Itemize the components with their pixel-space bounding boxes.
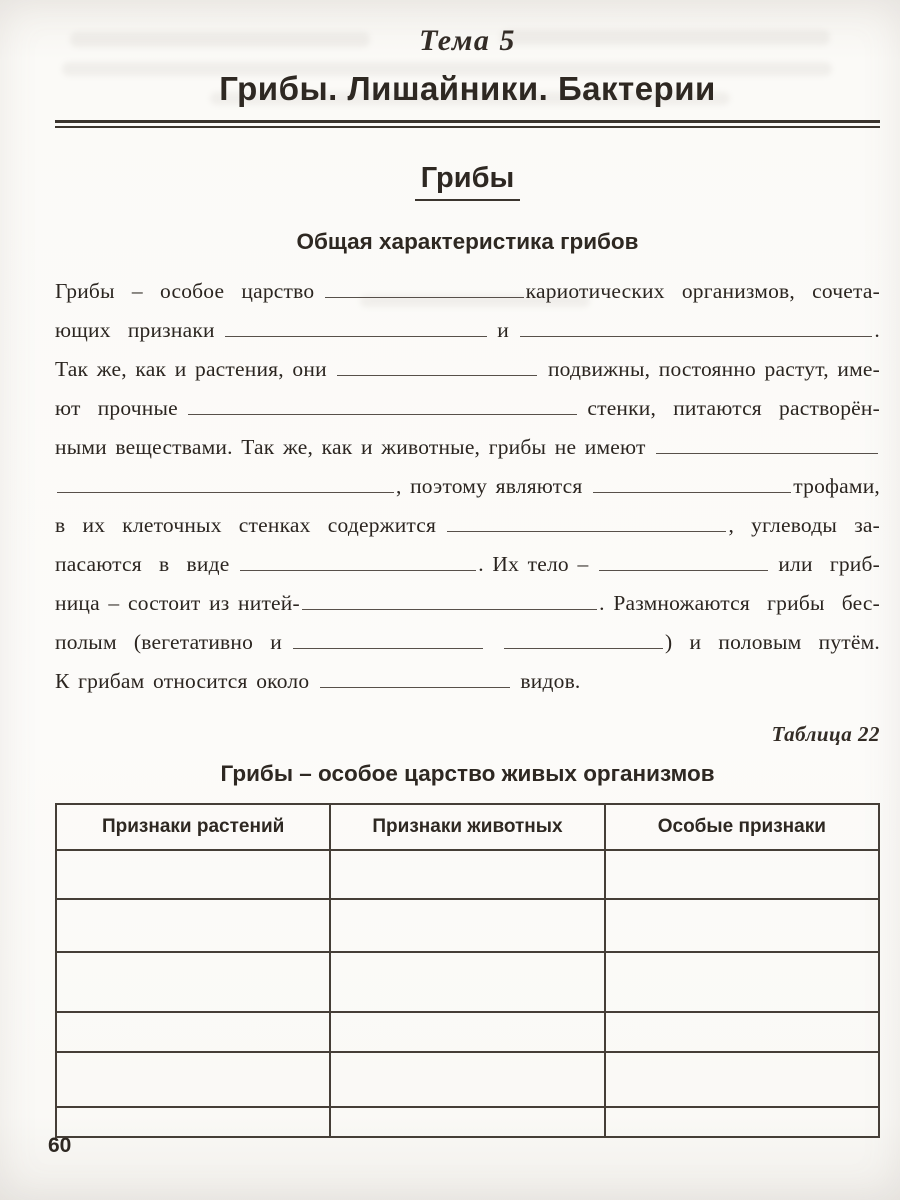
table-row	[56, 1012, 879, 1052]
table-row	[56, 850, 879, 899]
text-segment: кариотических организмов, сочета-	[525, 279, 880, 303]
fill-in-blank[interactable]	[225, 336, 486, 337]
fill-in-blank[interactable]	[599, 570, 768, 571]
table-row	[56, 1052, 879, 1107]
paragraph-line	[55, 279, 880, 318]
text-segment	[485, 630, 502, 655]
text-segment: , углеводы за-	[728, 513, 880, 537]
theme-label: Тема 5	[419, 24, 516, 57]
table-cell[interactable]	[56, 850, 330, 899]
table-cell[interactable]	[56, 1052, 330, 1107]
table-cell[interactable]	[605, 1012, 879, 1052]
fill-in-blank[interactable]	[302, 609, 597, 610]
text-segment: пасаются в виде	[55, 552, 239, 576]
table-cell[interactable]	[605, 1107, 879, 1137]
text-segment: и	[488, 318, 518, 342]
fill-in-blank[interactable]	[188, 414, 576, 415]
section-subheading: Общая характеристика грибов	[296, 229, 639, 254]
table-cell[interactable]	[330, 899, 604, 952]
table-cell[interactable]	[330, 952, 604, 1012]
paragraph-line	[55, 591, 880, 630]
paragraph-line	[55, 552, 880, 591]
fill-paragraph	[55, 279, 880, 708]
text-segment: стенки, питаются растворён-	[578, 396, 880, 420]
paragraph-line	[55, 474, 880, 513]
table-row	[56, 952, 879, 1012]
fill-in-blank[interactable]	[504, 648, 663, 649]
fill-in-blank[interactable]	[325, 297, 524, 298]
text-segment: полым (вегетативно и	[55, 630, 291, 654]
text-segment: ными веществами. Так же, как и животные, грибы не имеют	[55, 435, 655, 459]
table-cell[interactable]	[330, 1052, 604, 1107]
text-segment: Так же, как и растения, они	[55, 357, 336, 381]
table-cell[interactable]	[330, 1012, 604, 1052]
header-divider	[55, 120, 880, 128]
text-segment: , поэтому являются	[395, 474, 592, 498]
table-cell[interactable]	[56, 952, 330, 1012]
table-body	[56, 850, 879, 1137]
text-segment: К грибам относится около	[55, 669, 318, 693]
fill-in-blank[interactable]	[320, 687, 510, 688]
text-segment: трофами,	[793, 474, 880, 498]
page-title: Грибы. Лишайники. Бактерии	[219, 70, 716, 107]
text-segment: или гриб-	[769, 552, 880, 576]
fill-in-blank[interactable]	[593, 492, 791, 493]
paragraph-line	[55, 357, 880, 396]
fill-in-blank[interactable]	[656, 453, 878, 454]
page-content	[55, 0, 880, 1138]
fill-in-blank[interactable]	[57, 492, 394, 493]
table-cell[interactable]	[605, 952, 879, 1012]
section-heading-text: Грибы	[415, 162, 521, 201]
paragraph-line	[55, 513, 880, 552]
text-segment: . Размножаются грибы бес-	[599, 591, 880, 615]
table-cell[interactable]	[605, 850, 879, 899]
table-cell[interactable]	[56, 1107, 330, 1137]
table-cell[interactable]	[56, 1012, 330, 1052]
text-segment: подвижны, постоянно растут, име-	[539, 357, 880, 381]
paragraph-line	[55, 669, 880, 708]
table-title: Грибы – особое царство живых организмов	[220, 761, 715, 786]
text-segment: .	[874, 318, 880, 342]
paragraph-line	[55, 318, 880, 357]
page-number: 60	[48, 1134, 72, 1157]
table-header-cell: Особые признаки	[605, 804, 879, 850]
table-header-row	[56, 804, 879, 850]
table-header-cell: Признаки животных	[330, 804, 604, 850]
fill-in-blank[interactable]	[293, 648, 484, 649]
text-segment: в их клеточных стенках содержится	[55, 513, 445, 537]
table-cell[interactable]	[605, 1052, 879, 1107]
text-segment: ют прочные	[55, 396, 187, 420]
table-header-cell: Признаки растений	[56, 804, 330, 850]
table-cell[interactable]	[330, 850, 604, 899]
paragraph-line	[55, 630, 880, 669]
fill-in-blank[interactable]	[337, 375, 537, 376]
text-segment: ) и половым путём.	[665, 630, 880, 654]
text-segment: . Их тело –	[478, 552, 597, 576]
text-segment: ющих признаки	[55, 318, 224, 342]
fill-in-blank[interactable]	[447, 531, 727, 532]
section-heading	[55, 162, 880, 201]
characteristics-table	[55, 803, 880, 1138]
text-segment: видов.	[511, 669, 581, 693]
table-row	[56, 899, 879, 952]
table-cell[interactable]	[56, 899, 330, 952]
table-cell[interactable]	[605, 899, 879, 952]
text-segment: Грибы – особое царство	[55, 279, 323, 303]
table-caption: Таблица 22	[771, 722, 880, 746]
table-row	[56, 1107, 879, 1137]
fill-in-blank[interactable]	[240, 570, 476, 571]
paragraph-line	[55, 435, 880, 474]
table-cell[interactable]	[330, 1107, 604, 1137]
paragraph-line	[55, 396, 880, 435]
fill-in-blank[interactable]	[520, 336, 873, 337]
text-segment: ница – состоит из нитей-	[55, 591, 300, 615]
